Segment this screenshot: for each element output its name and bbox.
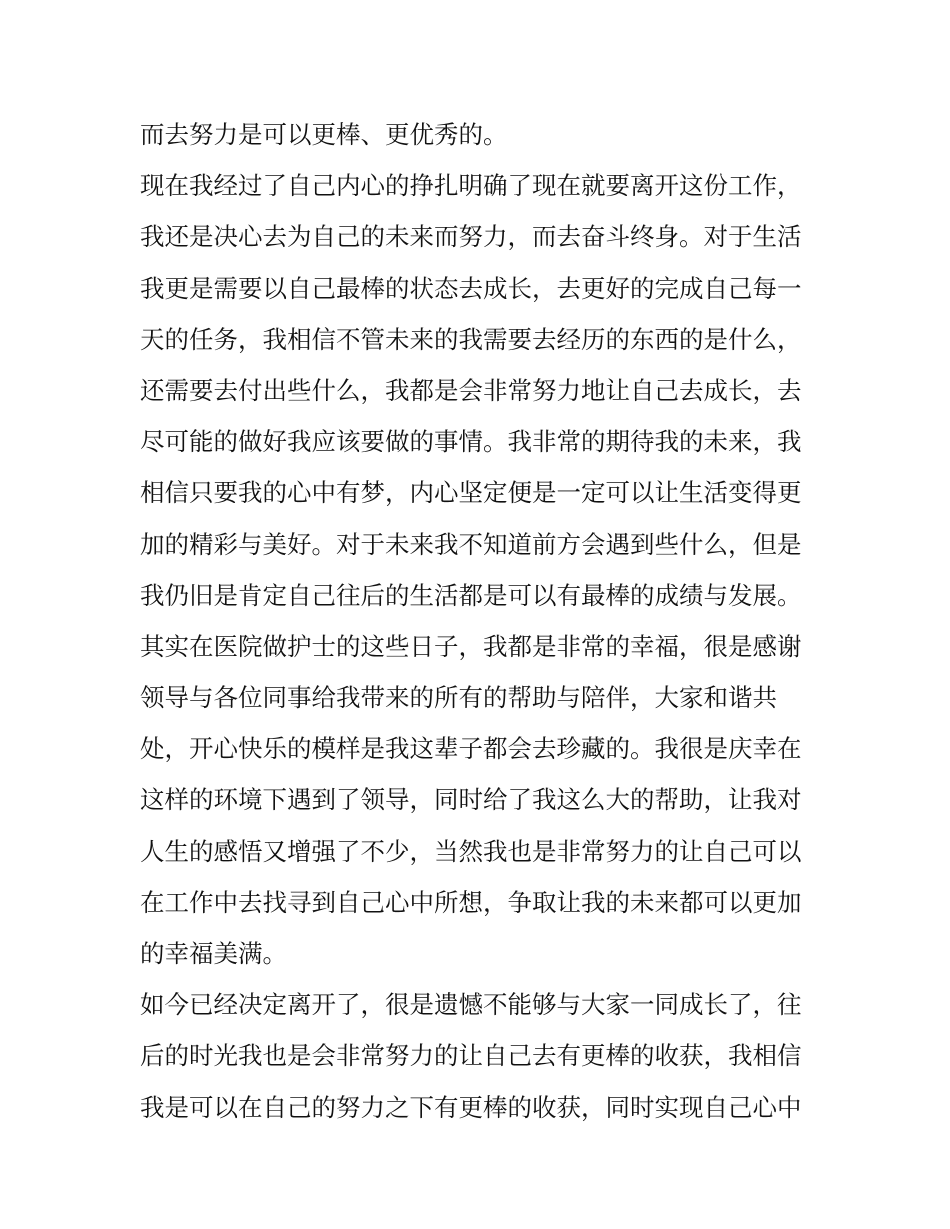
text-line: 天的任务，我相信不管未来的我需要去经历的东西的是什么， — [140, 324, 802, 354]
text-line: 后的时光我也是会非常努力的让自己去有更棒的收获，我相信 — [140, 1041, 802, 1071]
text-line: 还需要去付出些什么，我都是会非常努力地让自己去成长，去 — [140, 375, 802, 405]
text-line: 在工作中去找寻到自己心中所想，争取让我的未来都可以更加 — [140, 887, 802, 917]
text-line: 相信只要我的心中有梦，内心坚定便是一定可以让生活变得更 — [140, 478, 802, 508]
text-line: 的幸福美满。 — [140, 939, 287, 968]
text-line: 处，开心快乐的模样是我这辈子都会去珍藏的。我很是庆幸在 — [140, 734, 802, 764]
text-line: 我还是决心去为自己的未来而努力，而去奋斗终身。对于生活 — [140, 222, 802, 252]
text-line: 现在我经过了自己内心的挣扎明确了现在就要离开这份工作， — [140, 171, 802, 201]
text-line: 领导与各位同事给我带来的所有的帮助与陪伴，大家和谐共 — [140, 683, 777, 713]
text-line: 而去努力是可以更棒、更优秀的。 — [140, 120, 508, 149]
text-line: 我仍旧是肯定自己往后的生活都是可以有最棒的成绩与发展。 — [140, 580, 802, 610]
text-line: 这样的环境下遇到了领导，同时给了我这么大的帮助，让我对 — [140, 785, 802, 815]
text-line: 加的精彩与美好。对于未来我不知道前方会遇到些什么，但是 — [140, 529, 802, 559]
text-line: 人生的感悟又增强了不少，当然我也是非常努力的让自己可以 — [140, 836, 802, 866]
body-text — [140, 109, 830, 1133]
text-line: 我是可以在自己的努力之下有更棒的收获，同时实现自己心中 — [140, 1092, 802, 1122]
text-line: 尽可能的做好我应该要做的事情。我非常的期待我的未来，我 — [140, 427, 802, 457]
text-line: 其实在医院做护士的这些日子，我都是非常的幸福，很是感谢 — [140, 631, 802, 661]
text-line: 如今已经决定离开了，很是遗憾不能够与大家一同成长了，往 — [140, 990, 802, 1020]
text-line: 我更是需要以自己最棒的状态去成长，去更好的完成自己每一 — [140, 273, 802, 303]
